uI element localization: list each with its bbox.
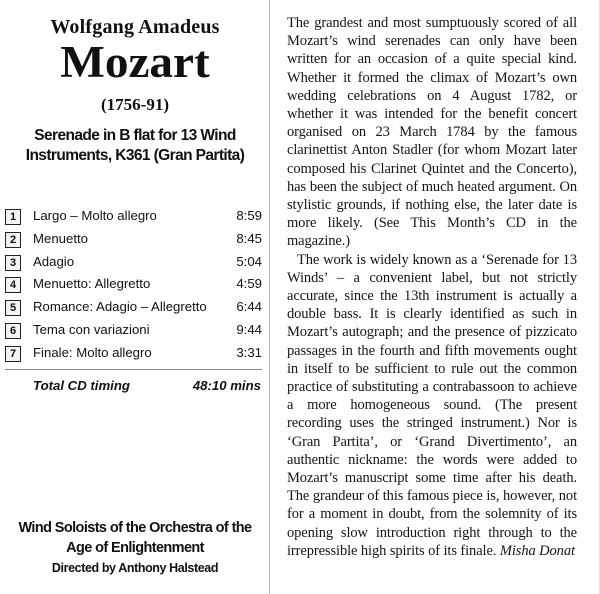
performers-line-1: Wind Soloists of the Orchestra of the xyxy=(18,520,252,536)
track-title: Largo – Molto allegro xyxy=(33,208,157,223)
track-duration: 8:59 xyxy=(236,208,262,223)
work-title xyxy=(0,126,270,166)
track-number-box: 2 xyxy=(5,232,21,248)
track-listing-panel xyxy=(0,0,270,594)
track-number-box: 1 xyxy=(5,209,21,225)
track-title: Finale: Molto allegro xyxy=(33,344,152,360)
column-divider xyxy=(269,0,270,594)
track-title: Adagio xyxy=(33,253,75,269)
composer-surname: Mozart xyxy=(60,37,210,87)
work-title-line-2: Instruments, K361 (Gran Partita) xyxy=(25,147,245,164)
track-title: Menuetto xyxy=(33,230,88,246)
track-row xyxy=(5,229,262,252)
track-number-box: 7 xyxy=(5,346,21,362)
track-duration: 8:45 xyxy=(236,230,262,246)
notes-paragraph-2 xyxy=(287,251,577,560)
performers-credit xyxy=(0,518,270,578)
sleeve-notes xyxy=(287,14,577,560)
track-number-box: 3 xyxy=(5,255,21,271)
track-row xyxy=(5,206,262,229)
track-duration: 3:31 xyxy=(236,344,262,360)
total-timing-label: Total CD timing xyxy=(33,378,130,393)
total-timing-value: 48:10 mins xyxy=(192,378,261,393)
track-number-box: 6 xyxy=(5,323,21,339)
composer-first-name: Wolfgang Amadeus xyxy=(50,16,220,38)
track-number-box: 5 xyxy=(5,300,21,316)
track-duration: 9:44 xyxy=(236,321,262,337)
notes-paragraph-1: The grandest and most sumptuously scored of all Mozart’s wind serenades can only have been written for an occasion of a quite special kind. Whether it formed the climax of Mozart’s own wedding celebrations on 4 August 1782, or whether it was intended for the benefit concert organised on 23 March 1784 by the famous clarinettist Anton Stadler (for whom Mozart later composed his Clarinet Quintet and the Concerto), has been the subject of much heated argument. On stylistic grounds, if nothing else, the later date is more likely. (See This Month’s CD in the magazine.) xyxy=(287,15,577,250)
track-title: Menuetto: Allegretto xyxy=(33,276,151,292)
track-duration: 6:44 xyxy=(236,299,262,315)
notes-author: Misha Donat xyxy=(499,542,575,559)
track-row xyxy=(5,343,262,366)
performers-line-2: Age of Enlightenment xyxy=(66,540,204,556)
work-title-line-1: Serenade in B flat for 13 Wind xyxy=(34,127,236,144)
composer-dates: (1756-91) xyxy=(101,95,169,114)
track-number-box: 4 xyxy=(5,277,21,293)
track-row xyxy=(5,320,262,343)
track-title: Romance: Adagio – Allegretto xyxy=(33,299,207,315)
notes-paragraph-2-text: The work is widely known as a ‘Serenade for 13 Winds’ – a convenient label, but not strictly accurate, since the 13th instrument is actually a double bass. It is clearly identified as such in Mozart’s autograph; and the presence of pizzicato passages in the fourth and fifth movements ought in itself to be sufficient to rule out the common practice of substituting a contrabassoon to achieve a more homogeneous sound. (The present recording uses the stringed instrument.) Nor is ‘Gran Partita’, or ‘Grand Divertimento’, an authentic nickname: the words were added to Mozart’s manuscript some time after his death. The grandeur of this famous piece is, however, not for a moment in doubt, from the solemnity of its opening slow introduction right through to the irrepressible high spirits of its finale. xyxy=(287,251,577,559)
track-row xyxy=(5,252,262,275)
track-list xyxy=(5,206,262,366)
track-row xyxy=(5,297,262,320)
track-row xyxy=(5,274,262,297)
director-credit: Directed by Anthony Halstead xyxy=(51,561,219,575)
total-divider xyxy=(5,369,262,370)
track-duration: 5:04 xyxy=(236,253,262,269)
track-title: Tema con variazioni xyxy=(33,321,150,337)
track-duration: 4:59 xyxy=(236,276,262,292)
